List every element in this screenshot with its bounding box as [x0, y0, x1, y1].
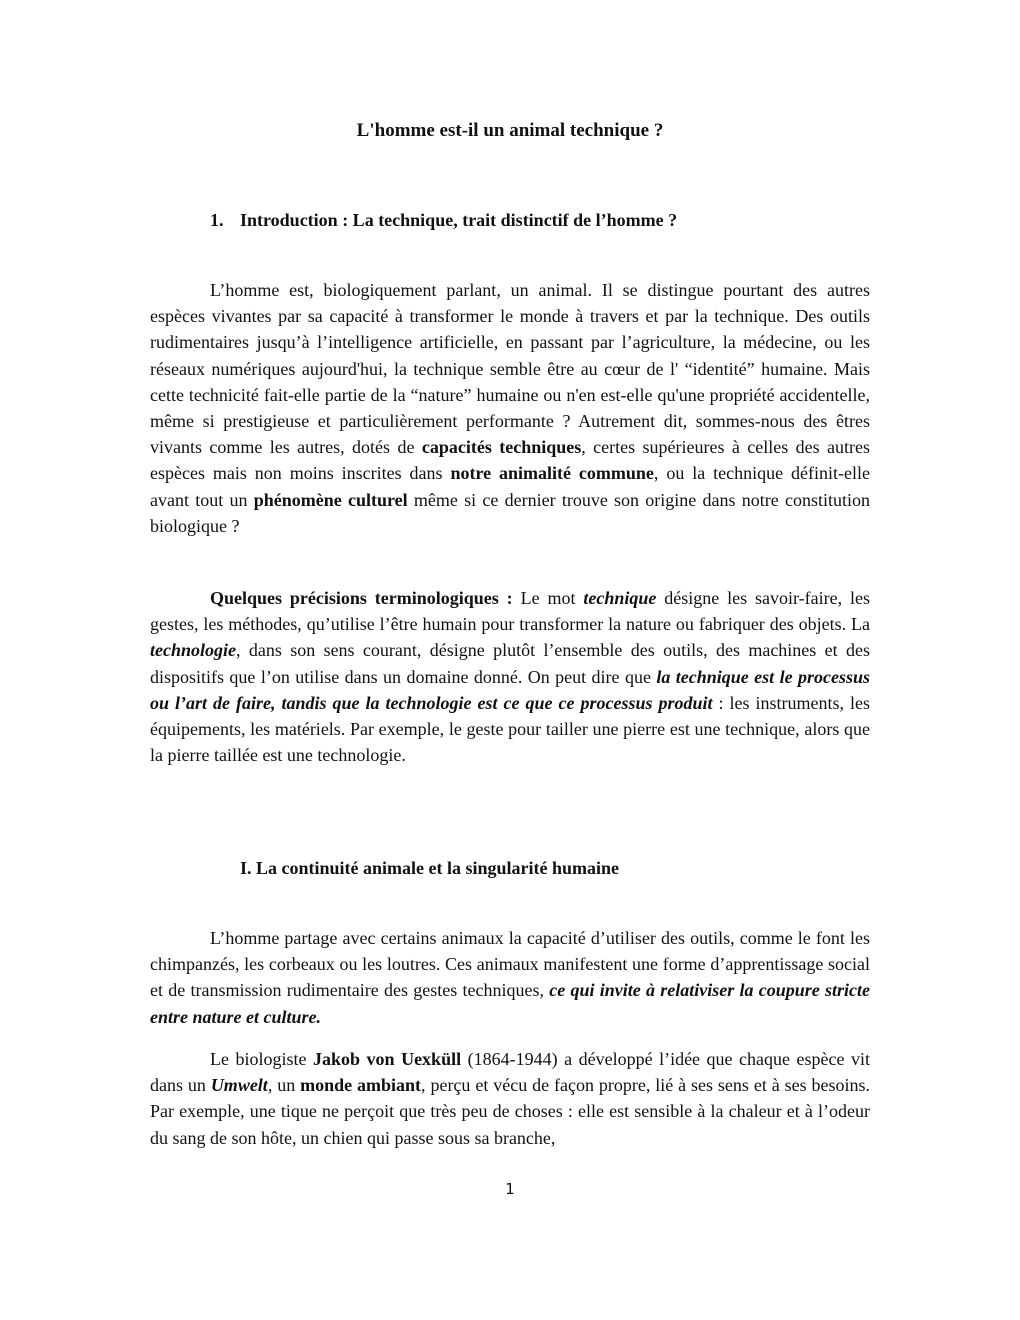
text-run: , dans son sens courant, désigne plutôt l’ensemble des outils, des machines et des dispositifs que l’on utilise dans un domaine donné. On peut dire que — [150, 640, 870, 687]
text-run: Le biologiste — [210, 1049, 314, 1069]
text-run: L’homme est, biologiquement parlant, un animal. Il se distingue pourtant des autres espèces vivantes par sa capacité à transformer le monde à travers et par la technique. Des outils rudimentaires jusqu’à l’intelligence artificielle, en passant par l’agriculture, la médecine, ou les réseaux numériques aujourd'hui, la technique semble être au cœur de l' “identité” humaine. Mais cette technicité fait-elle partie de la “nature” humaine ou n'en est-elle qu'une propriété accidentelle, même si prestigieuse et particulièrement performante ? Autrement dit, sommes-nous des êtres vivants comme les autres, dotés de — [150, 280, 870, 458]
text-run: (1864-1944) a développé l’idée que chaque espèce vit dans un — [150, 1049, 871, 1096]
bold-term: capacités techniques — [421, 437, 582, 458]
bold-term: Jakob von Uexküll — [313, 1049, 462, 1069]
text-run: , un — [267, 1075, 301, 1096]
bold-italic-term: Umwelt — [210, 1075, 268, 1096]
text-run: , perçu et vécu de façon propre, lié à ses sens et à ses besoins. Par exemple, une tique ne perçoit que très peu de choses : elle est sensible à la chaleur et à l’odeur du sang de son hôte, un chien qui passe sous sa branche, — [150, 1075, 871, 1148]
bold-italic-term: la technique est le processus ou l’art de faire, tandis que la technologie est ce que ce processus produit — [150, 666, 871, 713]
bold-term: phénomène culturel — [253, 489, 408, 510]
text-run: Le mot — [512, 588, 584, 608]
bold-italic-term: ce qui invite à relativiser la coupure stricte entre nature et culture. — [150, 980, 870, 1027]
bold-term: monde ambiant — [300, 1075, 422, 1096]
text-run: , ou la technique définit-elle avant tout un — [150, 463, 871, 510]
section-heading-introduction — [210, 207, 910, 233]
text-run: L’homme partage avec certains animaux la capacité d’utiliser des outils, comme le font les chimpanzés, les corbeaux ou les loutres. Ces animaux manifestent une forme d’apprentissage social et de transmission rudimentaire des gestes techniques, — [150, 928, 870, 1001]
section-title: Introduction : La technique, trait distinctif de l’homme ? — [240, 210, 678, 230]
section-number: 1. — [210, 210, 224, 230]
bold-term: notre animalité commune — [450, 463, 654, 484]
text-run: : les instruments, les équipements, les matériels. Par exemple, le geste pour tailler une pierre est une technique, alors que la pierre taillée est une technologie. — [150, 692, 870, 766]
paragraph-intro — [150, 277, 870, 539]
section-heading-continuity: I. La continuité animale et la singularité humaine — [240, 858, 620, 878]
document-title: L'homme est-il un animal technique ? — [356, 120, 664, 141]
bold-term: Quelques précisions terminologiques : — [210, 588, 513, 608]
paragraph-uexkull — [150, 1046, 870, 1151]
text-run: désigne les savoir-faire, les gestes, les méthodes, qu’utilise l’être humain pour transformer la nature ou fabriquer des objets. La — [150, 588, 870, 635]
text-run: même si ce dernier trouve son origine dans notre constitution biologique ? — [150, 489, 871, 536]
text-run: , certes supérieures à celles des autres espèces mais non moins inscrites dans — [150, 437, 870, 484]
paragraph-animals — [150, 925, 870, 1030]
page-number: 1 — [505, 1180, 515, 1198]
paragraph-terminology — [150, 585, 870, 768]
bold-italic-term: technologie — [150, 640, 236, 661]
bold-italic-term: technique — [583, 588, 657, 608]
